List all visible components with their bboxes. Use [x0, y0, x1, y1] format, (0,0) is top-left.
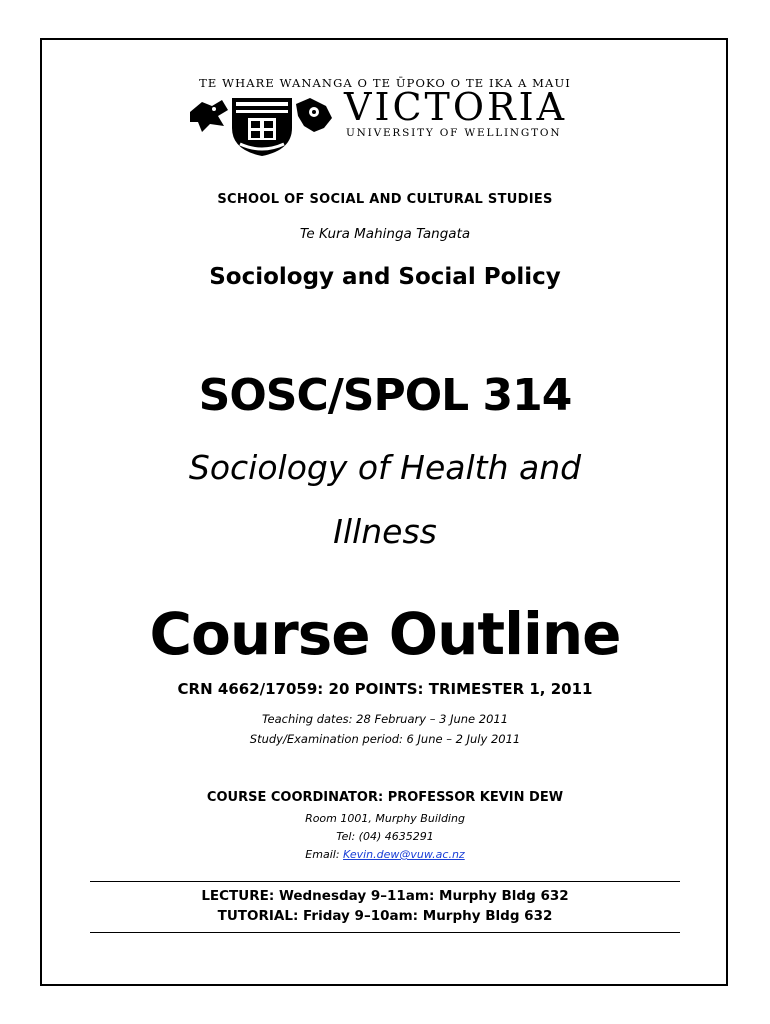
logo-subtitle: UNIVERSITY OF WELLINGTON	[346, 127, 562, 139]
programme-name: Sociology and Social Policy	[209, 264, 561, 290]
course-code: SOSC/SPOL 314	[198, 370, 572, 421]
divider-bottom	[90, 932, 680, 933]
document-type-heading: Course Outline	[149, 600, 621, 668]
coordinator-room: Room 1001, Murphy Building	[305, 812, 465, 825]
coordinator-phone: Tel: (04) 4635291	[336, 830, 434, 843]
teaching-dates: Teaching dates: 28 February – 3 June 2011	[261, 712, 509, 726]
email-label: Email:	[305, 848, 344, 861]
divider-top	[90, 881, 680, 882]
coordinator-heading: COURSE COORDINATOR: PROFESSOR KEVIN DEW	[206, 790, 564, 805]
coordinator-email-line	[0, 848, 770, 861]
exam-period: Study/Examination period: 6 June – 2 July 2011	[249, 732, 521, 746]
maori-university-name: TE WHARE WANANGA O TE ŪPOKO O TE IKA A MAUI	[199, 76, 571, 90]
logo-wordmark: VICTORIA	[344, 85, 568, 129]
crn-info: CRN 4662/17059: 20 POINTS: TRIMESTER 1, 2011	[177, 680, 593, 698]
school-name: SCHOOL OF SOCIAL AND CULTURAL STUDIES	[217, 192, 553, 207]
course-title-line1: Sociology of Health and	[188, 448, 582, 487]
course-title-line2: Illness	[333, 512, 437, 551]
tutorial-schedule: TUTORIAL: Friday 9–10am: Murphy Bldg 632	[217, 908, 553, 924]
university-logo	[188, 85, 588, 158]
lecture-schedule: LECTURE: Wednesday 9–11am: Murphy Bldg 632	[201, 888, 569, 904]
school-maori-name: Te Kura Mahinga Tangata	[299, 226, 471, 242]
university-crest-icon	[188, 92, 336, 158]
coordinator-email-link[interactable]: Kevin.dew@vuw.ac.nz	[343, 848, 465, 861]
